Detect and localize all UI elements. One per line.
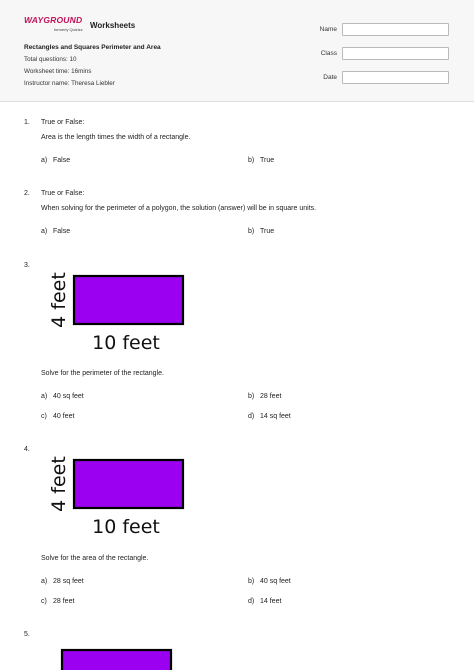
option-text: 40 feet [53,413,75,420]
option-text: 40 sq feet [260,578,291,585]
question-type: True or False: [41,119,85,126]
option-text: 28 feet [53,598,75,605]
option-a[interactable] [41,228,70,235]
question-text: Solve for the area of the rectangle. [41,555,149,562]
date-field[interactable] [342,71,449,84]
option-c[interactable] [41,598,74,605]
option-text: 14 feet [260,598,282,605]
name-field[interactable] [342,23,449,36]
option-letter: b) [248,393,255,400]
worksheet-time: Worksheet time: 16mins [24,68,92,75]
option-a[interactable] [41,578,84,585]
question-number: 2. [24,190,30,197]
option-b[interactable] [248,228,274,235]
option-text: 28 sq feet [53,578,84,585]
option-d[interactable] [248,598,281,605]
option-letter: a) [41,228,48,235]
logo-subtext: formerly Quizizz [54,27,83,32]
instructor-name: Instructor name: Theresa Liebler [24,80,115,87]
option-letter: d) [248,598,255,605]
option-b[interactable] [248,393,281,400]
rectangle-figure [44,270,194,355]
question-number: 5. [24,631,30,638]
option-text: 14 sq feet [260,413,291,420]
option-text: True [260,157,275,164]
option-text: False [53,228,71,235]
question-text: Area is the length times the width of a rectangle. [41,134,191,141]
option-d[interactable] [248,413,291,420]
logo-text: WAYGROUND [24,15,83,25]
question-number: 4. [24,446,30,453]
purple-rectangle [62,650,171,670]
option-c[interactable] [41,413,74,420]
option-letter: d) [248,413,255,420]
option-text: False [53,157,71,164]
name-label: Name [319,26,337,33]
worksheet-title: Rectangles and Squares Perimeter and Area [24,44,161,51]
worksheet-header [0,0,474,102]
option-text: 28 feet [260,393,282,400]
option-a[interactable] [41,393,84,400]
bottom-label: 10 feet [92,332,160,354]
question-text: Solve for the perimeter of the rectangle. [41,370,164,377]
option-letter: a) [41,578,48,585]
date-label: Date [323,74,337,81]
question-text: When solving for the perimeter of a polygon, the solution (answer) will be in square units. [41,205,317,212]
wayground-logo [24,15,90,37]
option-b[interactable] [248,578,291,585]
side-label: 4 feet [48,272,70,328]
option-a[interactable] [41,157,70,164]
option-b[interactable] [248,157,274,164]
option-letter: c) [41,598,47,605]
rectangle-figure [44,454,194,539]
option-letter: a) [41,157,48,164]
rectangle-figure [44,644,194,670]
option-letter: b) [248,228,255,235]
bottom-label: 10 feet [92,516,160,538]
purple-rectangle [74,276,183,324]
question-type: True or False: [41,190,85,197]
class-field[interactable] [342,47,449,60]
option-letter: b) [248,157,255,164]
option-text: 40 sq feet [53,393,84,400]
option-text: True [260,228,275,235]
class-label: Class [320,50,337,57]
option-letter: b) [248,578,255,585]
purple-rectangle [74,460,183,508]
app-title: Worksheets [90,21,136,30]
option-letter: c) [41,413,47,420]
total-questions: Total questions: 10 [24,56,77,63]
question-number: 3. [24,262,30,269]
question-number: 1. [24,119,30,126]
side-label: 4 feet [48,456,70,512]
option-letter: a) [41,393,48,400]
